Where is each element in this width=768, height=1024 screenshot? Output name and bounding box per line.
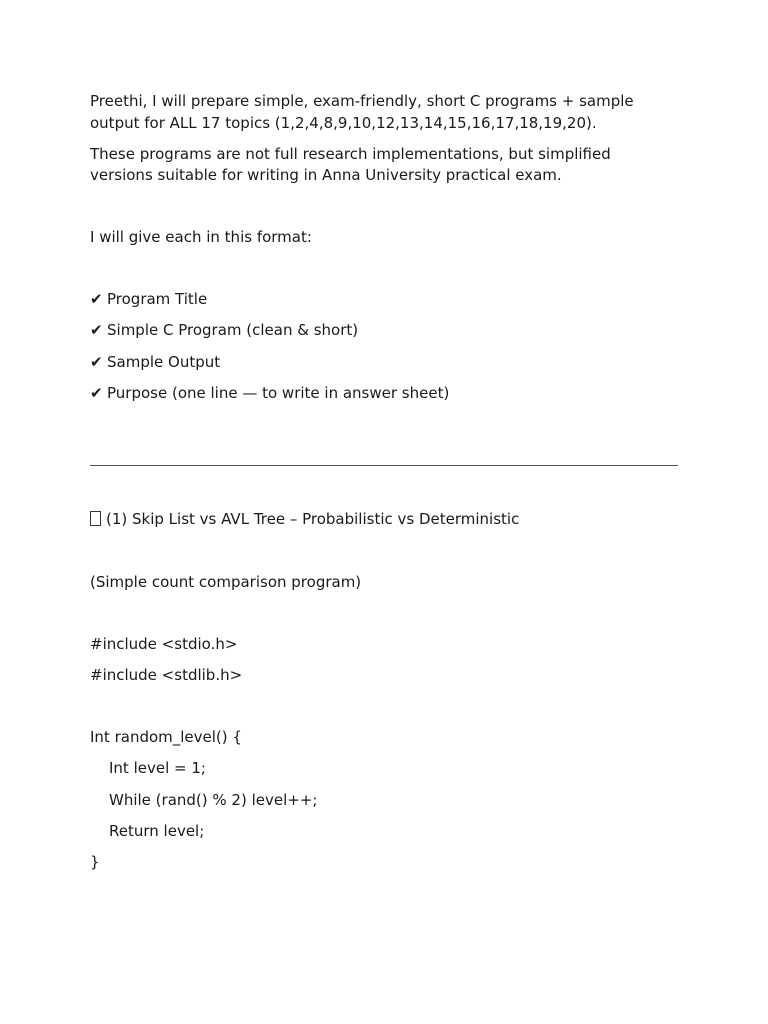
missing-glyph-box-icon [90, 511, 101, 526]
format-item-label: Simple C Program (clean & short) [107, 321, 359, 339]
format-item [90, 383, 449, 404]
code-line: Int random_level() { [90, 728, 242, 746]
code-line: While (rand() % 2) level++; [109, 791, 318, 809]
intro-line-2: output for ALL 17 topics (1,2,4,8,9,10,12,13,14,15,16,17,18,19,20). [90, 114, 597, 132]
intro-line-3: These programs are not full research implementations, but simplified [90, 145, 611, 163]
code-line: Return level; [109, 822, 205, 840]
format-item [90, 352, 220, 373]
format-intro: I will give each in this format: [90, 228, 312, 246]
section-1-subtitle: (Simple count comparison program) [90, 573, 362, 591]
section-1-title: (1) Skip List vs AVL Tree – Probabilistic vs Deterministic [106, 510, 520, 528]
code-line: } [90, 853, 100, 871]
code-line: Int level = 1; [109, 759, 206, 777]
intro-line-1: Preethi, I will prepare simple, exam-friendly, short C programs + sample [90, 92, 634, 110]
code-line: #include <stdio.h> [90, 635, 238, 653]
code-line: #include <stdlib.h> [90, 666, 243, 684]
check-mark-icon: ✔ [90, 321, 103, 339]
format-item-label: Purpose (one line — to write in answer sheet) [107, 384, 450, 402]
check-mark-icon: ✔ [90, 290, 103, 308]
intro-line-4: versions suitable for writing in Anna University practical exam. [90, 166, 562, 184]
section-1-heading [90, 509, 519, 530]
format-item [90, 289, 207, 310]
check-mark-icon: ✔ [90, 384, 103, 402]
format-item [90, 320, 358, 341]
format-item-label: Program Title [107, 290, 208, 308]
format-item-label: Sample Output [107, 353, 221, 371]
horizontal-divider [90, 465, 678, 466]
check-mark-icon: ✔ [90, 353, 103, 371]
